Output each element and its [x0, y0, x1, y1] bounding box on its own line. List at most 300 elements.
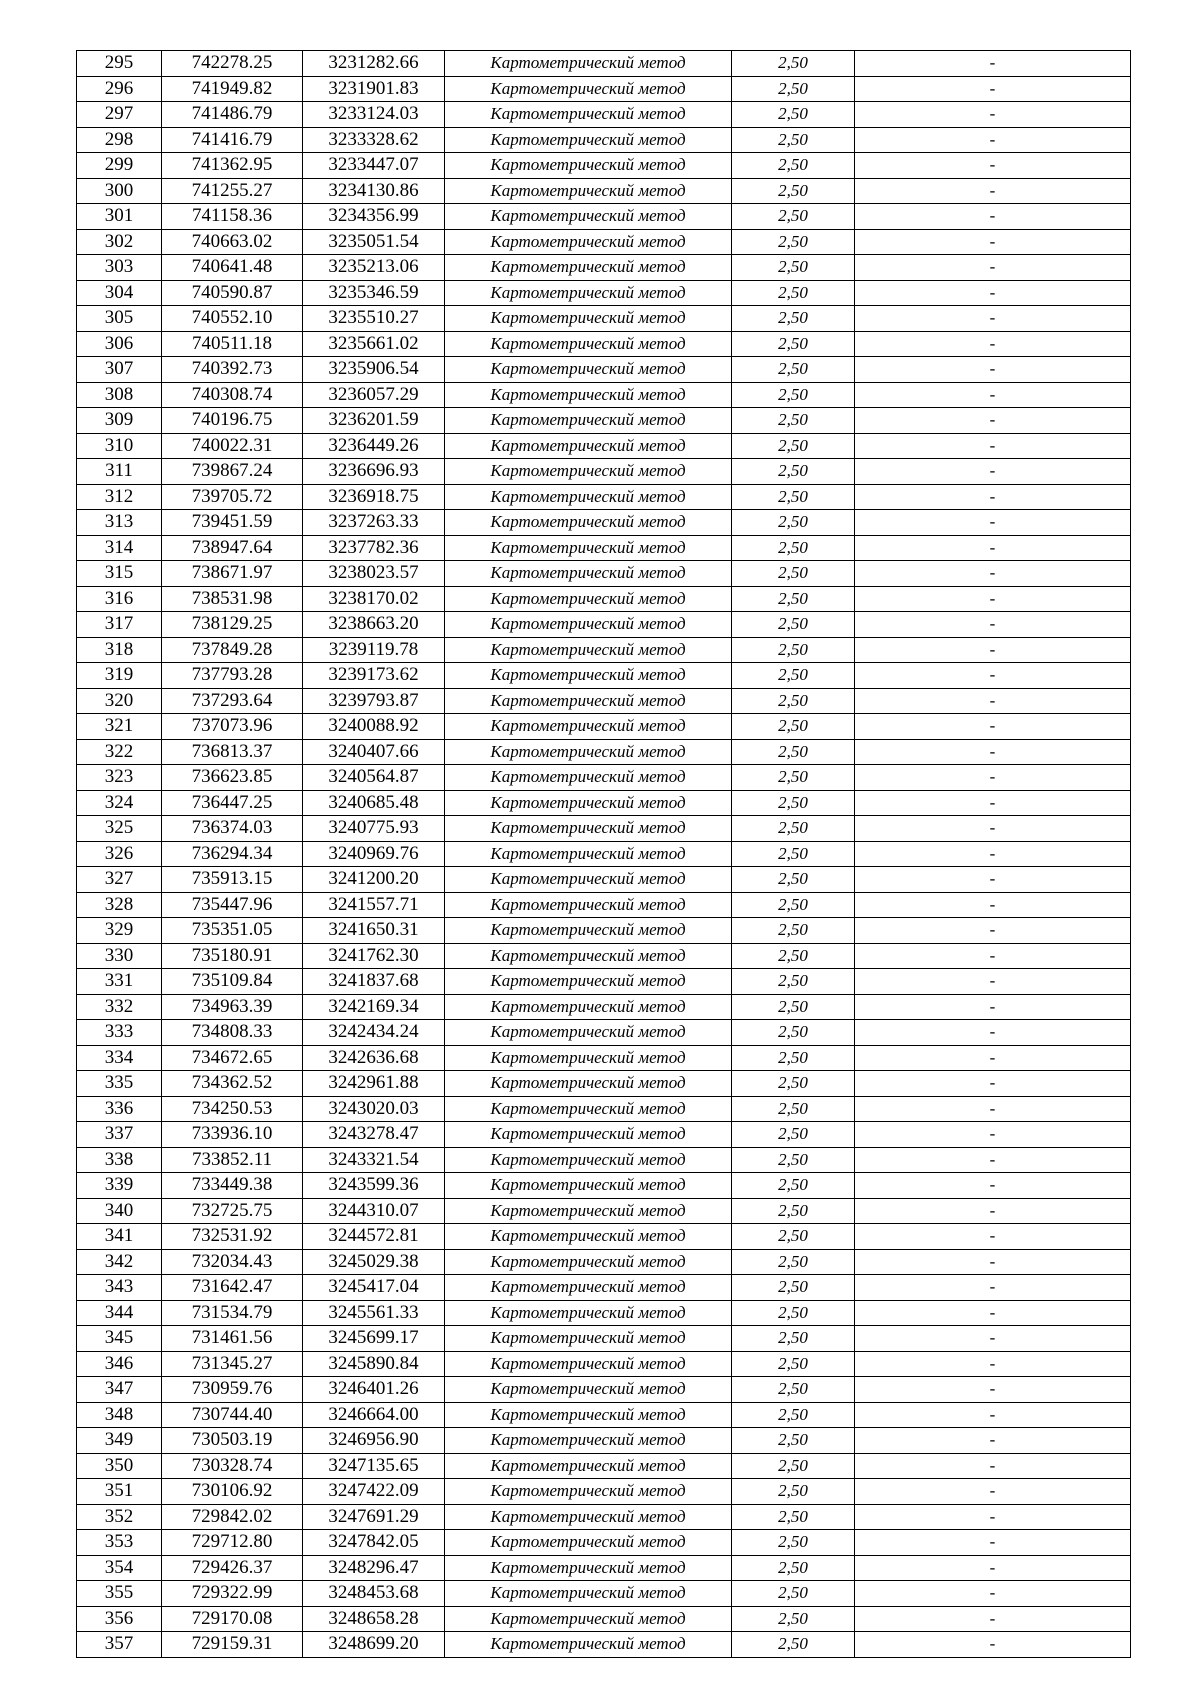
note-cell: -	[855, 816, 1131, 842]
y-coordinate-cell: 3238663.20	[303, 612, 445, 638]
precision-cell: 2,50	[732, 127, 855, 153]
note-cell: -	[855, 76, 1131, 102]
y-coordinate-cell: 3235510.27	[303, 306, 445, 332]
note-cell: -	[855, 1147, 1131, 1173]
note-cell: -	[855, 1530, 1131, 1556]
y-coordinate-cell: 3243278.47	[303, 1122, 445, 1148]
y-coordinate-cell: 3248658.28	[303, 1606, 445, 1632]
x-coordinate-cell: 733936.10	[162, 1122, 303, 1148]
method-cell: Картометрический метод	[445, 76, 732, 102]
y-coordinate-cell: 3237263.33	[303, 510, 445, 536]
x-coordinate-cell: 729426.37	[162, 1555, 303, 1581]
y-coordinate-cell: 3242961.88	[303, 1071, 445, 1097]
y-coordinate-cell: 3239793.87	[303, 688, 445, 714]
y-coordinate-cell: 3240969.76	[303, 841, 445, 867]
note-cell: -	[855, 1428, 1131, 1454]
y-coordinate-cell: 3235346.59	[303, 280, 445, 306]
method-cell: Картометрический метод	[445, 637, 732, 663]
y-coordinate-cell: 3247842.05	[303, 1530, 445, 1556]
y-coordinate-cell: 3235906.54	[303, 357, 445, 383]
precision-cell: 2,50	[732, 280, 855, 306]
y-coordinate-cell: 3240775.93	[303, 816, 445, 842]
point-number-cell: 319	[77, 663, 162, 689]
point-number-cell: 332	[77, 994, 162, 1020]
point-number-cell: 297	[77, 102, 162, 128]
x-coordinate-cell: 730744.40	[162, 1402, 303, 1428]
point-number-cell: 338	[77, 1147, 162, 1173]
table-row	[77, 867, 1131, 893]
method-cell: Картометрический метод	[445, 433, 732, 459]
x-coordinate-cell: 741949.82	[162, 76, 303, 102]
method-cell: Картометрический метод	[445, 1173, 732, 1199]
point-number-cell: 317	[77, 612, 162, 638]
note-cell: -	[855, 1249, 1131, 1275]
point-number-cell: 341	[77, 1224, 162, 1250]
method-cell: Картометрический метод	[445, 51, 732, 77]
method-cell: Картометрический метод	[445, 1249, 732, 1275]
precision-cell: 2,50	[732, 459, 855, 485]
note-cell: -	[855, 459, 1131, 485]
table-row	[77, 739, 1131, 765]
method-cell: Картометрический метод	[445, 331, 732, 357]
x-coordinate-cell: 732034.43	[162, 1249, 303, 1275]
table-row	[77, 433, 1131, 459]
precision-cell: 2,50	[732, 1606, 855, 1632]
point-number-cell: 301	[77, 204, 162, 230]
table-row	[77, 1096, 1131, 1122]
note-cell: -	[855, 510, 1131, 536]
note-cell: -	[855, 1224, 1131, 1250]
table-row	[77, 1351, 1131, 1377]
point-number-cell: 312	[77, 484, 162, 510]
note-cell: -	[855, 892, 1131, 918]
point-number-cell: 298	[77, 127, 162, 153]
y-coordinate-cell: 3244310.07	[303, 1198, 445, 1224]
note-cell: -	[855, 867, 1131, 893]
y-coordinate-cell: 3247422.09	[303, 1479, 445, 1505]
table-row	[77, 280, 1131, 306]
table-row	[77, 229, 1131, 255]
precision-cell: 2,50	[732, 102, 855, 128]
table-row	[77, 1377, 1131, 1403]
x-coordinate-cell: 737849.28	[162, 637, 303, 663]
point-number-cell: 296	[77, 76, 162, 102]
y-coordinate-cell: 3247135.65	[303, 1453, 445, 1479]
method-cell: Картометрический метод	[445, 306, 732, 332]
x-coordinate-cell: 730503.19	[162, 1428, 303, 1454]
point-number-cell: 344	[77, 1300, 162, 1326]
table-row	[77, 918, 1131, 944]
table-row	[77, 637, 1131, 663]
method-cell: Картометрический метод	[445, 1071, 732, 1097]
x-coordinate-cell: 733852.11	[162, 1147, 303, 1173]
y-coordinate-cell: 3233447.07	[303, 153, 445, 179]
precision-cell: 2,50	[732, 1402, 855, 1428]
x-coordinate-cell: 735109.84	[162, 969, 303, 995]
method-cell: Картометрический метод	[445, 994, 732, 1020]
precision-cell: 2,50	[732, 484, 855, 510]
y-coordinate-cell: 3239119.78	[303, 637, 445, 663]
x-coordinate-cell: 736447.25	[162, 790, 303, 816]
table-row	[77, 127, 1131, 153]
x-coordinate-cell: 729842.02	[162, 1504, 303, 1530]
note-cell: -	[855, 51, 1131, 77]
precision-cell: 2,50	[732, 1045, 855, 1071]
precision-cell: 2,50	[732, 153, 855, 179]
precision-cell: 2,50	[732, 204, 855, 230]
table-row	[77, 76, 1131, 102]
note-cell: -	[855, 1020, 1131, 1046]
point-number-cell: 323	[77, 765, 162, 791]
y-coordinate-cell: 3242636.68	[303, 1045, 445, 1071]
note-cell: -	[855, 255, 1131, 281]
note-cell: -	[855, 1555, 1131, 1581]
note-cell: -	[855, 280, 1131, 306]
note-cell: -	[855, 1122, 1131, 1148]
y-coordinate-cell: 3241650.31	[303, 918, 445, 944]
note-cell: -	[855, 1300, 1131, 1326]
x-coordinate-cell: 729712.80	[162, 1530, 303, 1556]
precision-cell: 2,50	[732, 1020, 855, 1046]
point-number-cell: 353	[77, 1530, 162, 1556]
point-number-cell: 316	[77, 586, 162, 612]
table-row	[77, 1224, 1131, 1250]
x-coordinate-cell: 740552.10	[162, 306, 303, 332]
point-number-cell: 308	[77, 382, 162, 408]
point-number-cell: 343	[77, 1275, 162, 1301]
method-cell: Картометрический метод	[445, 1632, 732, 1658]
note-cell: -	[855, 1173, 1131, 1199]
x-coordinate-cell: 738531.98	[162, 586, 303, 612]
point-number-cell: 309	[77, 408, 162, 434]
precision-cell: 2,50	[732, 357, 855, 383]
note-cell: -	[855, 637, 1131, 663]
x-coordinate-cell: 739451.59	[162, 510, 303, 536]
point-number-cell: 336	[77, 1096, 162, 1122]
note-cell: -	[855, 969, 1131, 995]
precision-cell: 2,50	[732, 1453, 855, 1479]
table-row	[77, 1504, 1131, 1530]
x-coordinate-cell: 736813.37	[162, 739, 303, 765]
precision-cell: 2,50	[732, 867, 855, 893]
x-coordinate-cell: 733449.38	[162, 1173, 303, 1199]
x-coordinate-cell: 736294.34	[162, 841, 303, 867]
table-row	[77, 1020, 1131, 1046]
coordinates-table	[76, 50, 1131, 1658]
y-coordinate-cell: 3243599.36	[303, 1173, 445, 1199]
note-cell: -	[855, 790, 1131, 816]
method-cell: Картометрический метод	[445, 892, 732, 918]
note-cell: -	[855, 918, 1131, 944]
x-coordinate-cell: 739705.72	[162, 484, 303, 510]
note-cell: -	[855, 153, 1131, 179]
table-row	[77, 841, 1131, 867]
method-cell: Картометрический метод	[445, 255, 732, 281]
y-coordinate-cell: 3246956.90	[303, 1428, 445, 1454]
point-number-cell: 339	[77, 1173, 162, 1199]
y-coordinate-cell: 3248296.47	[303, 1555, 445, 1581]
precision-cell: 2,50	[732, 1351, 855, 1377]
x-coordinate-cell: 729322.99	[162, 1581, 303, 1607]
point-number-cell: 295	[77, 51, 162, 77]
method-cell: Картометрический метод	[445, 1224, 732, 1250]
precision-cell: 2,50	[732, 535, 855, 561]
method-cell: Картометрический метод	[445, 1045, 732, 1071]
precision-cell: 2,50	[732, 1198, 855, 1224]
note-cell: -	[855, 484, 1131, 510]
table-row	[77, 561, 1131, 587]
x-coordinate-cell: 740511.18	[162, 331, 303, 357]
note-cell: -	[855, 1606, 1131, 1632]
precision-cell: 2,50	[732, 1071, 855, 1097]
method-cell: Картометрический метод	[445, 1377, 732, 1403]
table-row	[77, 1275, 1131, 1301]
point-number-cell: 318	[77, 637, 162, 663]
y-coordinate-cell: 3236449.26	[303, 433, 445, 459]
x-coordinate-cell: 735913.15	[162, 867, 303, 893]
x-coordinate-cell: 738129.25	[162, 612, 303, 638]
y-coordinate-cell: 3236696.93	[303, 459, 445, 485]
method-cell: Картометрический метод	[445, 765, 732, 791]
method-cell: Картометрический метод	[445, 943, 732, 969]
note-cell: -	[855, 1351, 1131, 1377]
x-coordinate-cell: 734808.33	[162, 1020, 303, 1046]
y-coordinate-cell: 3233328.62	[303, 127, 445, 153]
note-cell: -	[855, 765, 1131, 791]
point-number-cell: 300	[77, 178, 162, 204]
note-cell: -	[855, 1479, 1131, 1505]
precision-cell: 2,50	[732, 178, 855, 204]
point-number-cell: 349	[77, 1428, 162, 1454]
point-number-cell: 357	[77, 1632, 162, 1658]
method-cell: Картометрический метод	[445, 484, 732, 510]
precision-cell: 2,50	[732, 586, 855, 612]
note-cell: -	[855, 357, 1131, 383]
y-coordinate-cell: 3244572.81	[303, 1224, 445, 1250]
method-cell: Картометрический метод	[445, 535, 732, 561]
y-coordinate-cell: 3247691.29	[303, 1504, 445, 1530]
method-cell: Картометрический метод	[445, 178, 732, 204]
table-row	[77, 484, 1131, 510]
method-cell: Картометрический метод	[445, 102, 732, 128]
y-coordinate-cell: 3239173.62	[303, 663, 445, 689]
precision-cell: 2,50	[732, 1326, 855, 1352]
method-cell: Картометрический метод	[445, 382, 732, 408]
note-cell: -	[855, 1071, 1131, 1097]
point-number-cell: 355	[77, 1581, 162, 1607]
precision-cell: 2,50	[732, 663, 855, 689]
x-coordinate-cell: 742278.25	[162, 51, 303, 77]
table-row	[77, 178, 1131, 204]
y-coordinate-cell: 3240685.48	[303, 790, 445, 816]
point-number-cell: 348	[77, 1402, 162, 1428]
precision-cell: 2,50	[732, 255, 855, 281]
x-coordinate-cell: 732725.75	[162, 1198, 303, 1224]
table-row	[77, 663, 1131, 689]
precision-cell: 2,50	[732, 510, 855, 536]
precision-cell: 2,50	[732, 382, 855, 408]
x-coordinate-cell: 735180.91	[162, 943, 303, 969]
precision-cell: 2,50	[732, 1479, 855, 1505]
point-number-cell: 321	[77, 714, 162, 740]
point-number-cell: 330	[77, 943, 162, 969]
point-number-cell: 329	[77, 918, 162, 944]
precision-cell: 2,50	[732, 1530, 855, 1556]
table-row	[77, 1632, 1131, 1658]
method-cell: Картометрический метод	[445, 790, 732, 816]
y-coordinate-cell: 3246664.00	[303, 1402, 445, 1428]
y-coordinate-cell: 3235661.02	[303, 331, 445, 357]
point-number-cell: 299	[77, 153, 162, 179]
table-row	[77, 255, 1131, 281]
note-cell: -	[855, 1504, 1131, 1530]
method-cell: Картометрический метод	[445, 1275, 732, 1301]
method-cell: Картометрический метод	[445, 459, 732, 485]
table-row	[77, 1326, 1131, 1352]
precision-cell: 2,50	[732, 433, 855, 459]
method-cell: Картометрический метод	[445, 357, 732, 383]
method-cell: Картометрический метод	[445, 612, 732, 638]
y-coordinate-cell: 3238023.57	[303, 561, 445, 587]
precision-cell: 2,50	[732, 637, 855, 663]
note-cell: -	[855, 102, 1131, 128]
precision-cell: 2,50	[732, 790, 855, 816]
point-number-cell: 303	[77, 255, 162, 281]
note-cell: -	[855, 1198, 1131, 1224]
table-row	[77, 969, 1131, 995]
table-row	[77, 204, 1131, 230]
y-coordinate-cell: 3236201.59	[303, 408, 445, 434]
y-coordinate-cell: 3245699.17	[303, 1326, 445, 1352]
x-coordinate-cell: 741255.27	[162, 178, 303, 204]
precision-cell: 2,50	[732, 51, 855, 77]
y-coordinate-cell: 3231901.83	[303, 76, 445, 102]
table-row	[77, 102, 1131, 128]
x-coordinate-cell: 735351.05	[162, 918, 303, 944]
point-number-cell: 354	[77, 1555, 162, 1581]
y-coordinate-cell: 3236057.29	[303, 382, 445, 408]
x-coordinate-cell: 740196.75	[162, 408, 303, 434]
x-coordinate-cell: 739867.24	[162, 459, 303, 485]
y-coordinate-cell: 3234130.86	[303, 178, 445, 204]
x-coordinate-cell: 731642.47	[162, 1275, 303, 1301]
table-row	[77, 1530, 1131, 1556]
x-coordinate-cell: 734250.53	[162, 1096, 303, 1122]
table-row	[77, 1453, 1131, 1479]
precision-cell: 2,50	[732, 714, 855, 740]
y-coordinate-cell: 3242169.34	[303, 994, 445, 1020]
table-row	[77, 1428, 1131, 1454]
note-cell: -	[855, 739, 1131, 765]
point-number-cell: 331	[77, 969, 162, 995]
table-row	[77, 510, 1131, 536]
table-row	[77, 1071, 1131, 1097]
note-cell: -	[855, 1402, 1131, 1428]
point-number-cell: 356	[77, 1606, 162, 1632]
y-coordinate-cell: 3235051.54	[303, 229, 445, 255]
x-coordinate-cell: 730328.74	[162, 1453, 303, 1479]
x-coordinate-cell: 731345.27	[162, 1351, 303, 1377]
x-coordinate-cell: 737293.64	[162, 688, 303, 714]
point-number-cell: 324	[77, 790, 162, 816]
method-cell: Картометрический метод	[445, 1326, 732, 1352]
note-cell: -	[855, 841, 1131, 867]
precision-cell: 2,50	[732, 1122, 855, 1148]
table-row	[77, 892, 1131, 918]
precision-cell: 2,50	[732, 1173, 855, 1199]
y-coordinate-cell: 3245561.33	[303, 1300, 445, 1326]
point-number-cell: 305	[77, 306, 162, 332]
method-cell: Картометрический метод	[445, 1198, 732, 1224]
table-row	[77, 714, 1131, 740]
y-coordinate-cell: 3245029.38	[303, 1249, 445, 1275]
table-row	[77, 306, 1131, 332]
method-cell: Картометрический метод	[445, 1530, 732, 1556]
method-cell: Картометрический метод	[445, 918, 732, 944]
method-cell: Картометрический метод	[445, 1096, 732, 1122]
point-number-cell: 342	[77, 1249, 162, 1275]
y-coordinate-cell: 3246401.26	[303, 1377, 445, 1403]
point-number-cell: 335	[77, 1071, 162, 1097]
precision-cell: 2,50	[732, 1147, 855, 1173]
note-cell: -	[855, 994, 1131, 1020]
precision-cell: 2,50	[732, 765, 855, 791]
note-cell: -	[855, 714, 1131, 740]
x-coordinate-cell: 734963.39	[162, 994, 303, 1020]
note-cell: -	[855, 331, 1131, 357]
method-cell: Картометрический метод	[445, 1020, 732, 1046]
precision-cell: 2,50	[732, 1224, 855, 1250]
x-coordinate-cell: 740590.87	[162, 280, 303, 306]
precision-cell: 2,50	[732, 1555, 855, 1581]
method-cell: Картометрический метод	[445, 1300, 732, 1326]
note-cell: -	[855, 127, 1131, 153]
method-cell: Картометрический метод	[445, 1453, 732, 1479]
x-coordinate-cell: 731534.79	[162, 1300, 303, 1326]
table-row	[77, 1122, 1131, 1148]
x-coordinate-cell: 730106.92	[162, 1479, 303, 1505]
precision-cell: 2,50	[732, 1428, 855, 1454]
x-coordinate-cell: 736623.85	[162, 765, 303, 791]
point-number-cell: 307	[77, 357, 162, 383]
precision-cell: 2,50	[732, 1377, 855, 1403]
method-cell: Картометрический метод	[445, 204, 732, 230]
document-page	[76, 50, 1130, 1658]
note-cell: -	[855, 229, 1131, 255]
table-row	[77, 51, 1131, 77]
precision-cell: 2,50	[732, 816, 855, 842]
y-coordinate-cell: 3240407.66	[303, 739, 445, 765]
note-cell: -	[855, 1581, 1131, 1607]
precision-cell: 2,50	[732, 76, 855, 102]
point-number-cell: 326	[77, 841, 162, 867]
point-number-cell: 345	[77, 1326, 162, 1352]
y-coordinate-cell: 3237782.36	[303, 535, 445, 561]
method-cell: Картометрический метод	[445, 1606, 732, 1632]
method-cell: Картометрический метод	[445, 127, 732, 153]
note-cell: -	[855, 204, 1131, 230]
table-row	[77, 688, 1131, 714]
note-cell: -	[855, 612, 1131, 638]
point-number-cell: 352	[77, 1504, 162, 1530]
point-number-cell: 328	[77, 892, 162, 918]
method-cell: Картометрический метод	[445, 510, 732, 536]
x-coordinate-cell: 729170.08	[162, 1606, 303, 1632]
note-cell: -	[855, 586, 1131, 612]
y-coordinate-cell: 3243020.03	[303, 1096, 445, 1122]
x-coordinate-cell: 740308.74	[162, 382, 303, 408]
table-row	[77, 1198, 1131, 1224]
